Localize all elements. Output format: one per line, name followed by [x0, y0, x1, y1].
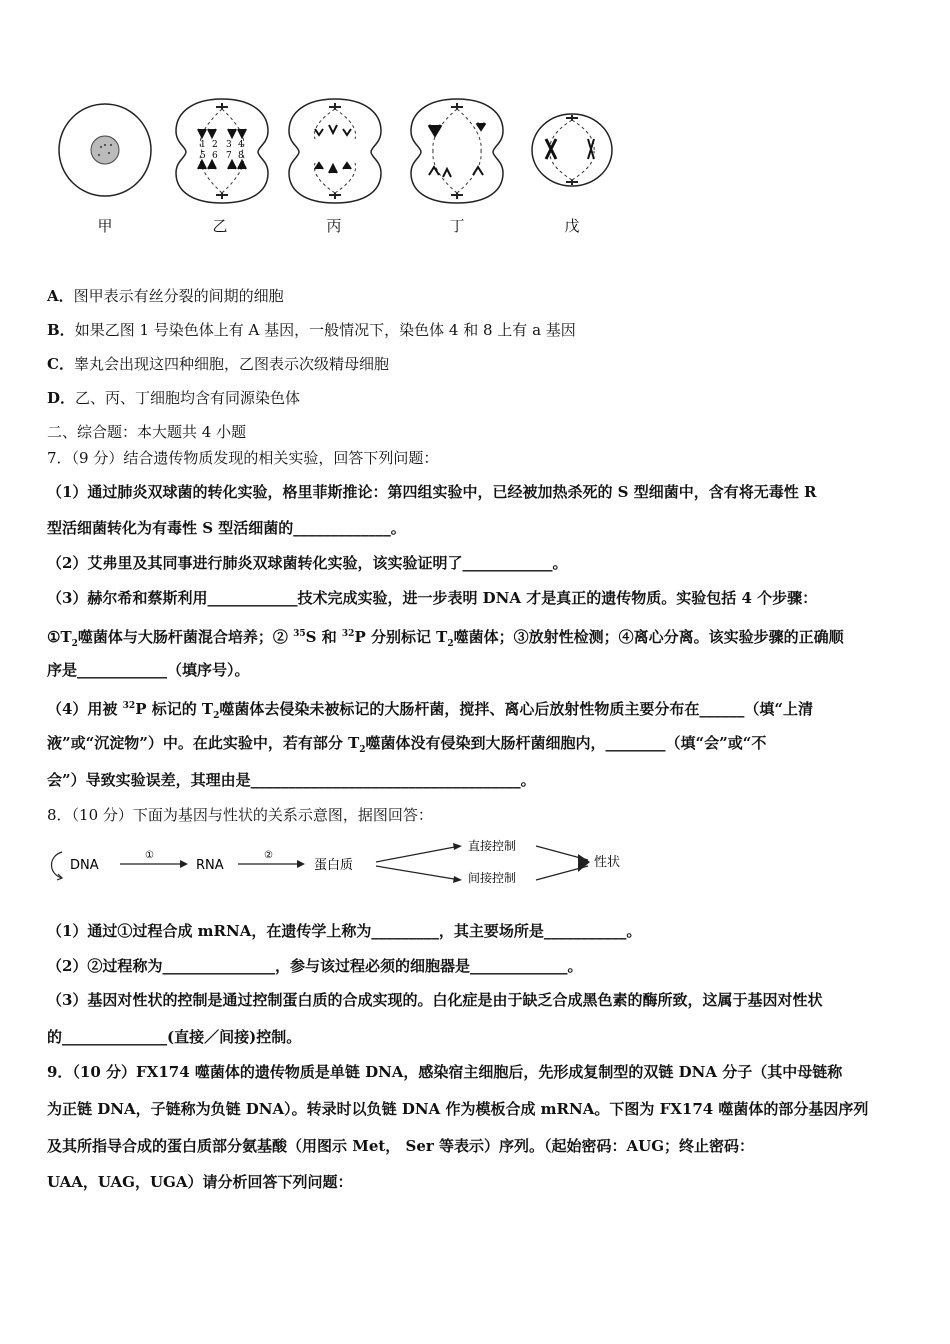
chromosome-number: 1 — [200, 140, 206, 150]
flow-rna: RNA — [196, 858, 224, 873]
cell-yi-diagram — [172, 95, 272, 210]
flow-protein: 蛋白质 — [314, 858, 354, 873]
replication-arrow — [52, 852, 63, 878]
option-label: C． — [47, 355, 74, 373]
q8-part3-line1: （3）基因对性状的控制是通过控制蛋白质的合成实现的。白化症是由于缺乏合成黑色素的酶所致，这属于基因对性状 — [47, 991, 823, 1009]
chromosome-number: 8 — [238, 151, 244, 161]
cell-bing-diagram — [285, 95, 385, 210]
text-span: P 分别标记 T — [354, 628, 448, 646]
cell-division-figure — [50, 95, 630, 245]
q8-part1: （1）通过①过程合成 mRNA，在遗传学上称为_________，其主要场所是___________。 — [47, 922, 642, 940]
text-span: 噬菌体去侵染未被标记的大肠杆菌，搅拌、离心后放射性物质主要分布在______（填“上清 — [219, 700, 813, 718]
text-span: 噬菌体没有侵染到大肠杆菌细胞内，________（填“会”或“不 — [365, 734, 767, 752]
q9-line4: UAA，UAG，UGA）请分析回答下列问题： — [47, 1173, 353, 1191]
q7-part3-line3: 序是____________（填序号）。 — [47, 661, 250, 679]
chromosome-number: 2 — [212, 140, 218, 150]
cell-ding-diagram — [407, 95, 507, 210]
figure-caption: 丁 — [449, 217, 465, 235]
option-b — [47, 320, 907, 340]
chromosome-number: 3 — [226, 140, 232, 150]
option-text: 乙、丙、丁细胞均含有同源染色体 — [75, 389, 301, 407]
q8-heading: 8．（10 分）下面为基因与性状的关系示意图，据图回答： — [47, 806, 433, 824]
subscript: 2 — [447, 639, 454, 649]
q7-part4-line2 — [47, 733, 907, 760]
figure-caption: 乙 — [212, 217, 228, 235]
option-label: A． — [47, 287, 74, 305]
option-a — [47, 286, 907, 306]
superscript: 32 — [122, 701, 136, 711]
option-label: D． — [47, 389, 76, 407]
text-span: 噬菌体；③放射性检测；④离心分离。该实验步骤的正确顺 — [453, 628, 844, 646]
q7-part4-line1 — [47, 696, 907, 726]
q8-part3-line2: 的______________(直接／间接)控制。 — [47, 1028, 302, 1046]
q9-line1: 9．（10 分）FX174 噬菌体的遗传物质是单链 DNA，感染宿主细胞后，先形成复制型的双链 DNA 分子（其中母链称 — [47, 1063, 843, 1081]
option-text: 睾丸会出现这四种细胞，乙图表示次级精母细胞 — [73, 355, 389, 373]
text-span: ①T — [47, 628, 72, 646]
q7-part3-line1: （3）赫尔希和蔡斯利用____________技术完成实验，进一步表明 DNA 才是真正的遗传物质。实验包括 4 个步骤： — [47, 589, 818, 607]
chromosome-number: 6 — [212, 151, 218, 161]
superscript: 35 — [293, 629, 306, 639]
text-span: S 和 — [305, 628, 342, 646]
text-span: P 标记的 T — [135, 700, 214, 718]
q7-part4-line3: 会”）导致实验误差，其理由是____________________________________。 — [47, 771, 536, 789]
figure-caption: 丙 — [326, 217, 342, 235]
q8-part2: （2）②过程称为_______________，参与该过程必须的细胞器是_____________。 — [47, 957, 583, 975]
chromosome-number: 7 — [226, 151, 232, 161]
section-heading: 二、综合题：本大题共 4 小题 — [47, 423, 247, 441]
q9-line2: 为正链 DNA，子链称为负链 DNA）。转录时以负链 DNA 作为模板合成 mRNA。下图为 FX174 噬菌体的部分基因序列 — [47, 1100, 869, 1118]
option-c — [47, 354, 907, 374]
chromosome-number: 5 — [200, 151, 206, 161]
subscript: 2 — [71, 639, 78, 649]
gene-trait-flow-diagram — [48, 838, 648, 888]
q7-part1-line1: （1）通过肺炎双球菌的转化实验，格里菲斯推论：第四组实验中，已经被加热杀死的 S 型细菌中，含有将无毒性 R — [47, 483, 817, 501]
flow-indirect: 间接控制 — [468, 871, 517, 885]
figure-caption: 戊 — [564, 217, 580, 235]
subscript: 2 — [359, 745, 366, 755]
superscript: 32 — [341, 629, 355, 639]
cell-wu-diagram — [528, 95, 618, 210]
option-d — [47, 388, 907, 408]
flow-step2: ② — [264, 850, 273, 861]
chromosome-number: 4 — [238, 140, 244, 150]
option-label: B． — [47, 321, 75, 339]
text-span: （4）用被 — [47, 700, 123, 718]
option-text: 如果乙图 1 号染色体上有 A 基因，一般情况下，染色体 4 和 8 上有 a 基因 — [74, 321, 576, 339]
option-text: 图甲表示有丝分裂的间期的细胞 — [73, 287, 284, 305]
flow-step1: ① — [145, 850, 154, 861]
cell-jia-diagram — [55, 95, 155, 210]
q7-part2: （2）艾弗里及其同事进行肺炎双球菌转化实验，该实验证明了____________。 — [47, 554, 568, 572]
q7-part1-line2: 型活细菌转化为有毒性 S 型活细菌的_____________。 — [47, 519, 406, 537]
q7-part3-line2 — [47, 624, 907, 654]
flow-direct: 直接控制 — [468, 839, 517, 853]
flow-trait: 性状 — [594, 855, 621, 870]
text-span: 噬菌体与大肠杆菌混合培养；② — [77, 628, 294, 646]
q7-heading: 7．（9 分）结合遗传物质发现的相关实验，回答下列问题： — [47, 449, 439, 467]
text-span: 液”或“沉淀物”）中。在此实验中，若有部分 T — [47, 734, 360, 752]
subscript: 2 — [213, 711, 220, 721]
q9-line3: 及其所指导合成的蛋白质部分氨基酸（用图示 Met， Ser 等表示）序列。（起始密码：AUG；终止密码： — [47, 1137, 755, 1155]
figure-caption: 甲 — [97, 217, 113, 235]
flow-dna: DNA — [70, 858, 99, 873]
